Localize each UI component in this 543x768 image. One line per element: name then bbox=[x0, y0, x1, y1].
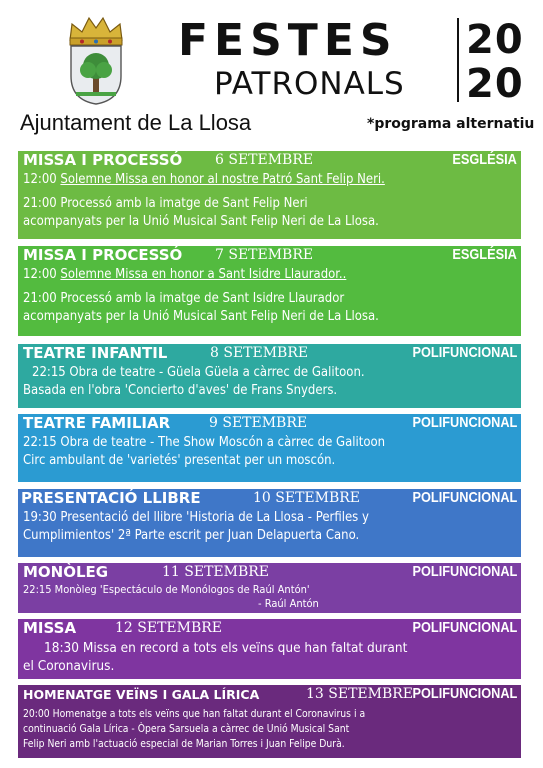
event-line: - Raúl Antón bbox=[258, 597, 319, 610]
town-hall-name: Ajuntament de La Llosa bbox=[20, 110, 252, 135]
event-line: acompanyats per la Unió Musical Sant Felip Neri de La Llosa. bbox=[23, 214, 379, 229]
event-line: 22:15 Obra de teatre - Güela Güela a càrrec de Galitoon. bbox=[32, 365, 365, 380]
event-line: continuació Gala Lírica - Òpera Sarsuela a càrrec de Unió Musical Sant bbox=[23, 723, 350, 735]
event-block bbox=[18, 619, 521, 679]
event-line: 12:00 Solemne Missa en honor al nostre Patró Sant Felip Neri. bbox=[23, 172, 385, 187]
event-block bbox=[18, 151, 521, 239]
event-title: MISSA bbox=[23, 619, 77, 637]
event-line: 22:15 Monòleg 'Espectáculo de Monólogos de Raúl Antón' bbox=[23, 583, 310, 596]
year-bottom: 20 bbox=[466, 61, 524, 107]
event-venue: ESGLÉSIA bbox=[452, 151, 517, 168]
event-date: 13 SETEMBRE bbox=[306, 686, 414, 702]
event-block bbox=[18, 246, 521, 336]
event-block bbox=[18, 414, 521, 482]
event-title: MISSA I PROCESSÓ bbox=[23, 246, 183, 264]
poster-header bbox=[0, 0, 543, 150]
event-line: Cumplimientos' 2ª Parte escrit per Juan Delapuerta Cano. bbox=[23, 528, 360, 543]
event-line: Circ ambulant de 'varietés' presentat per un moscón. bbox=[23, 453, 336, 468]
event-line: 22:15 Obra de teatre - The Show Moscón a càrrec de Galitoon bbox=[23, 435, 386, 450]
event-date: 11 SETEMBRE bbox=[162, 564, 270, 580]
alternative-program-note: *programa alternatiu bbox=[367, 116, 535, 132]
event-line: 12:00 Solemne Missa en honor a Sant Isidre Llaurador.. bbox=[23, 267, 347, 282]
event-date: 6 SETEMBRE bbox=[215, 152, 314, 168]
event-venue: ESGLÉSIA bbox=[452, 246, 517, 263]
event-line: 20:00 Homenatge a tots els veïns que han faltat durant el Coronavirus i a bbox=[23, 708, 366, 720]
event-line: 21:00 Processó amb la imatge de Sant Felip Neri bbox=[23, 196, 308, 211]
header-divider bbox=[457, 18, 459, 102]
event-line: 19:30 Presentació del llibre 'Historia de La Llosa - Perfiles y bbox=[23, 510, 369, 525]
event-title: TEATRE FAMILIAR bbox=[23, 414, 171, 432]
year-top: 20 bbox=[466, 17, 524, 63]
event-title: TEATRE INFANTIL bbox=[23, 344, 168, 362]
event-block bbox=[18, 563, 521, 613]
event-line: el Coronavirus. bbox=[23, 658, 115, 674]
event-line: Felip Neri amb l'actuació especial de Marian Torres i Juan Felipe Durà. bbox=[23, 738, 345, 750]
event-venue: POLIFUNCIONAL bbox=[412, 414, 517, 431]
event-date: 12 SETEMBRE bbox=[115, 620, 223, 636]
event-title: PRESENTACIÓ LLIBRE bbox=[21, 489, 201, 507]
event-line: acompanyats per la Unió Musical Sant Felip Neri de La Llosa. bbox=[23, 309, 379, 324]
event-venue: POLIFUNCIONAL bbox=[412, 685, 517, 702]
event-date: 9 SETEMBRE bbox=[209, 415, 308, 431]
event-line: 21:00 Processó amb la imatge de Sant Isidre Llaurador bbox=[23, 291, 345, 306]
event-date: 7 SETEMBRE bbox=[215, 247, 314, 263]
event-date: 8 SETEMBRE bbox=[210, 345, 309, 361]
event-line: 18:30 Missa en record a tots els veïns que han faltat durant bbox=[44, 640, 408, 656]
event-block bbox=[18, 489, 521, 557]
event-date: 10 SETEMBRE bbox=[253, 490, 361, 506]
event-venue: POLIFUNCIONAL bbox=[412, 489, 517, 506]
poster-subtitle: PATRONALS bbox=[214, 66, 405, 102]
coat-of-arms-icon bbox=[62, 14, 130, 106]
event-title: MISSA I PROCESSÓ bbox=[23, 151, 183, 169]
event-block bbox=[18, 685, 521, 758]
event-venue: POLIFUNCIONAL bbox=[412, 344, 517, 361]
event-venue: POLIFUNCIONAL bbox=[412, 619, 517, 636]
poster-title: FESTES bbox=[178, 15, 398, 66]
event-venue: POLIFUNCIONAL bbox=[412, 563, 517, 580]
event-block bbox=[18, 344, 521, 408]
event-title: MONÒLEG bbox=[23, 563, 109, 581]
event-title: HOMENATGE VEÏNS I GALA LÍRICA bbox=[23, 687, 260, 702]
event-line: Basada en l'obra 'Concierto d'aves' de Frans Snyders. bbox=[23, 383, 338, 398]
